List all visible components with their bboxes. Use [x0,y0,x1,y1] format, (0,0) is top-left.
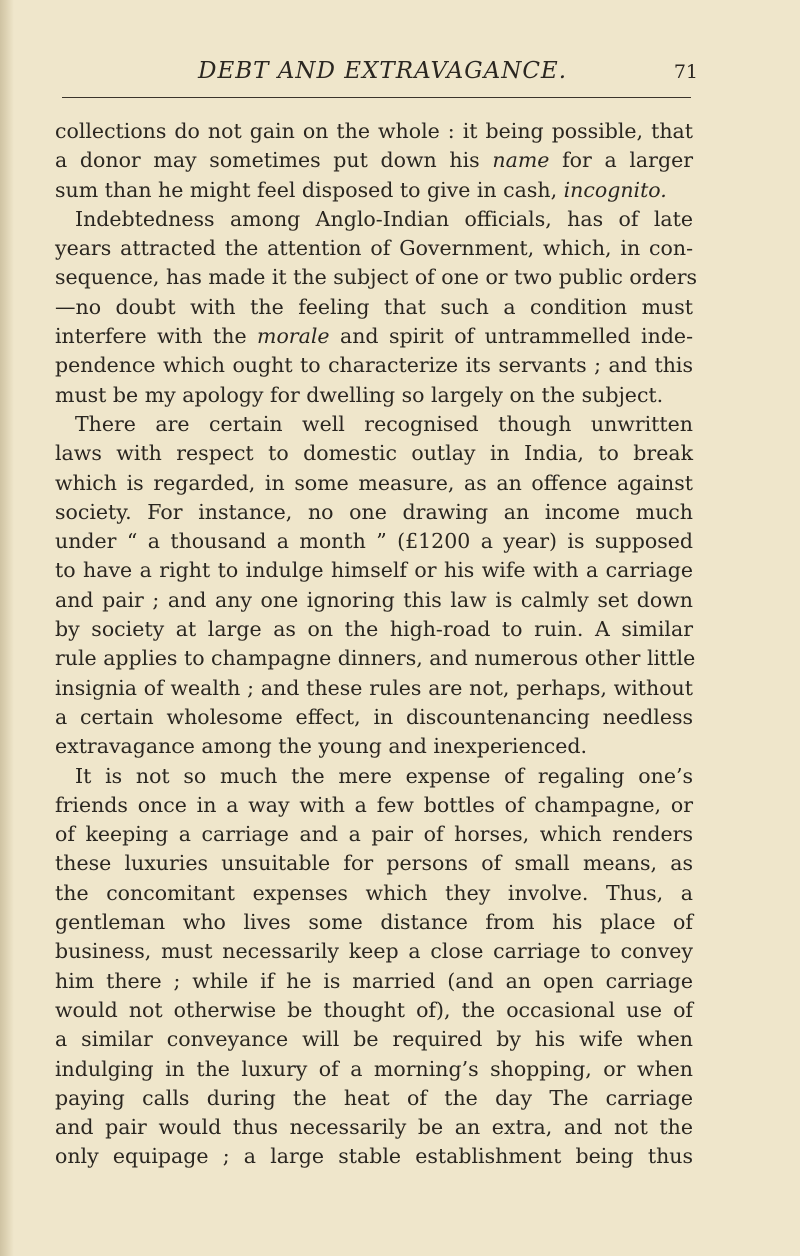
text-line [55,322,693,351]
text-run: indulging in the luxury of a morning’s shopping, or when [55,1056,693,1081]
text-run: Indebtedness among Anglo-Indian officials, has of late [75,206,693,231]
text-run: years attracted the attention of Government, which, in con- [55,236,693,261]
text-run: of keeping a carriage and a pair of horses, which renders [55,822,693,847]
text-run: a donor may sometimes put down his [55,148,493,173]
text-run: rule applies to champagne dinners, and numerous other little [55,646,696,671]
text-line [55,586,693,615]
text-run: and pair ; and any one ignoring this law is calmly set down [55,587,693,612]
text-run: which is regarded, in some measure, as an offence against [55,470,693,495]
text-run: by society at large as on the high-road to ruin. A similar [55,617,693,642]
text-line [55,381,693,410]
text-line [55,967,693,996]
text-line [55,1055,693,1084]
text-run: interfere with the [55,324,258,349]
text-line [55,908,693,937]
text-line [55,732,693,761]
italic-text-run: name [492,148,550,173]
text-run: sequence, has made it the subject of one or two public orders [55,265,698,290]
text-line [55,791,693,820]
text-run: would not otherwise be thought of), the occasional use of [55,997,693,1022]
text-line [55,556,693,585]
text-run: There are certain well recognised though unwritten [75,411,693,436]
text-line [55,1084,693,1113]
text-line [55,615,693,644]
text-run: under “ a thousand a month ” (£1200 a year) is supposed [55,529,693,554]
text-run: —no doubt with the feeling that such a condition must [55,294,693,319]
text-run: society. For instance, no one drawing an income much [55,499,693,524]
running-title: DEBT AND EXTRAVAGANCE. [198,58,568,84]
text-line [55,469,693,498]
text-run: a similar conveyance will be required by his wife when [55,1027,693,1052]
text-line [55,527,693,556]
text-line [55,762,693,791]
text-run: business, must necessarily keep a close carriage to convey [55,939,693,964]
text-line [55,674,693,703]
text-run: laws with respect to domestic outlay in India, to break [55,441,693,466]
text-line [55,1025,693,1054]
text-line [55,996,693,1025]
page-gutter [0,0,14,1256]
text-run: pendence which ought to characterize its servants ; and this [55,353,693,378]
text-line [55,117,693,146]
text-run: paying calls during the heat of the day The carriage [55,1085,693,1110]
body-text [55,117,698,1172]
text-line [55,146,693,175]
text-line [55,234,693,263]
text-line [55,644,696,673]
text-run: only equipage ; a large stable establishment being thus [55,1144,693,1169]
text-run: the concomitant expenses which they involve. Thus, a [55,880,693,905]
text-run: these luxuries unsuitable for persons of small means, as [55,851,693,876]
text-line [55,498,693,527]
page-header [140,58,700,92]
text-run: for a larger [549,148,694,173]
text-run: must be my apology for dwelling so largely on the subject. [55,382,664,407]
page-number: 71 [673,61,698,83]
text-run: and spirit of untrammelled inde- [329,324,693,349]
italic-text-run: morale [257,324,330,349]
text-line [55,410,693,439]
text-line [55,1113,693,1142]
text-line [55,439,693,468]
text-line [55,820,693,849]
text-line [55,703,693,732]
text-line [55,879,693,908]
text-line [55,263,698,292]
text-line [55,176,693,205]
text-line [55,849,693,878]
text-line [55,351,693,380]
text-run: and pair would thus necessarily be an extra, and not the [55,1115,693,1140]
text-run: a certain wholesome effect, in discountenancing needless [55,704,693,729]
text-run: friends once in a way with a few bottles of champagne, or [55,792,693,817]
text-line [55,937,693,966]
header-rule [62,97,691,98]
text-line [55,205,693,234]
text-run: collections do not gain on the whole : it being possible, that [55,119,693,143]
text-line [55,1142,693,1171]
text-run: extravagance among the young and inexperienced. [55,734,588,759]
text-run: gentleman who lives some distance from his place of [55,910,693,935]
italic-text-run: incognito. [563,177,667,202]
text-run: sum than he might feel disposed to give in cash, [55,177,564,202]
text-line [55,293,693,322]
text-run: It is not so much the mere expense of regaling one’s [75,763,693,788]
text-run: insignia of wealth ; and these rules are not, perhaps, without [55,675,693,700]
text-run: to have a right to indulge himself or his wife with a carriage [55,558,693,583]
text-run: him there ; while if he is married (and an open carriage [55,968,693,993]
